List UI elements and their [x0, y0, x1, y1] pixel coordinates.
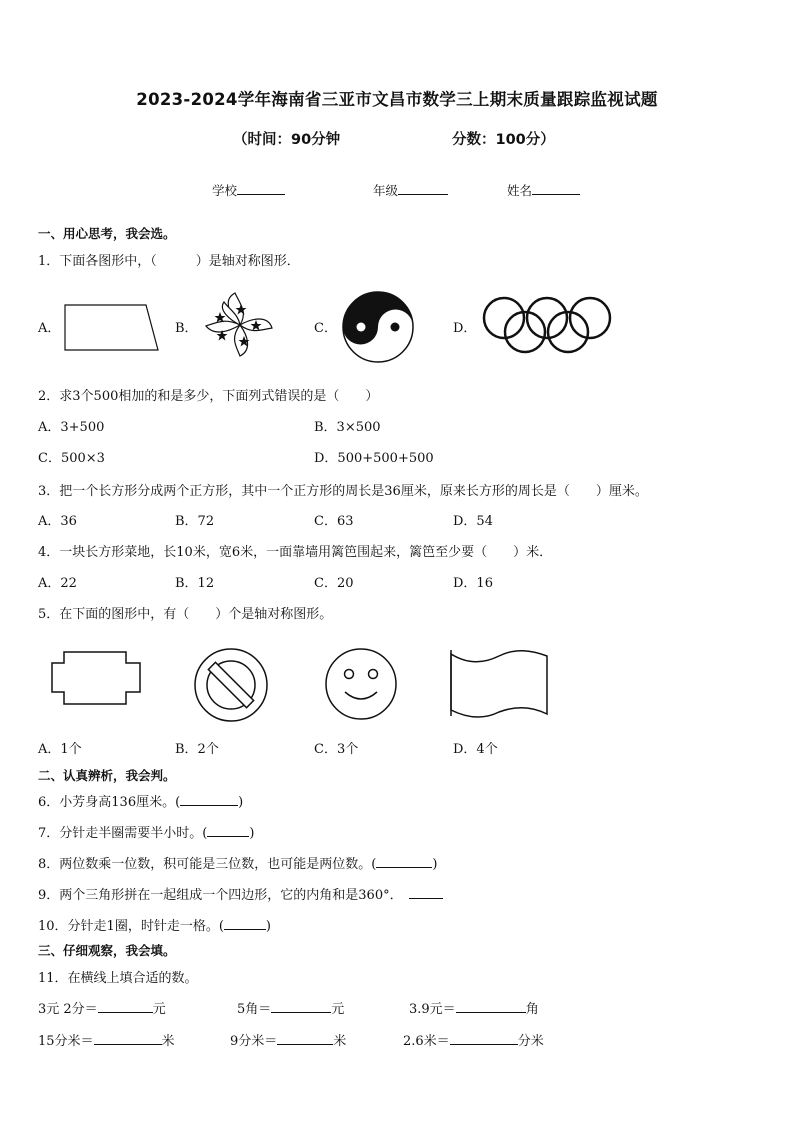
question-10 — [38, 915, 271, 934]
q5-option-c[interactable]: C．3个 — [314, 742, 359, 757]
q4-option-c[interactable]: C．20 — [314, 576, 354, 591]
q1-option-d[interactable]: D． — [453, 321, 477, 336]
olympic-rings-figure — [480, 294, 614, 356]
q11-item-3-prefix: 3.9元＝ — [409, 1002, 456, 1017]
question-8-close: ) — [432, 857, 438, 872]
q11-item-4 — [38, 1030, 175, 1049]
school-field — [212, 181, 285, 199]
q3-option-d[interactable]: D．54 — [453, 514, 493, 529]
school-blank[interactable] — [237, 182, 285, 195]
q11-item-1-blank[interactable] — [98, 1000, 153, 1013]
q11-item-3-unit: 角 — [525, 1002, 539, 1017]
section-3-heading: 三、仔细观察，我会填。 — [38, 943, 176, 958]
q11-item-3 — [409, 998, 539, 1017]
question-8-answer-blank[interactable] — [376, 855, 432, 868]
question-6 — [38, 791, 243, 810]
no-sign-figure — [192, 646, 270, 724]
q5-option-d[interactable]: D．4个 — [453, 742, 498, 757]
question-3-stem: 3．把一个长方形分成两个正方形，其中一个正方形的周长是36厘米，原来长方形的周长是（ ）厘米。 — [38, 484, 648, 499]
grade-blank[interactable] — [398, 182, 448, 195]
q11-item-3-blank[interactable] — [456, 1000, 526, 1013]
question-10-text: 10．分针走1圈，时针走一格。( — [38, 919, 224, 934]
q11-item-6-unit: 分米 — [517, 1034, 544, 1049]
q11-item-2-prefix: 5角＝ — [237, 1002, 272, 1017]
q1-option-b[interactable]: B． — [175, 321, 198, 336]
q3-option-c[interactable]: C．63 — [314, 514, 354, 529]
question-6-close: ) — [238, 795, 244, 810]
bauhinia-figure — [200, 290, 280, 360]
smiley-face-figure — [323, 646, 399, 722]
yin-yang-figure — [341, 290, 415, 364]
q4-option-a[interactable]: A．22 — [38, 576, 77, 591]
score-label: 分数：100分） — [452, 132, 555, 148]
question-5-stem: 5．在下面的图形中，有（ ）个是轴对称图形。 — [38, 607, 333, 622]
question-6-answer-blank[interactable] — [180, 793, 238, 806]
q11-item-6 — [403, 1030, 544, 1049]
q11-item-4-prefix: 15分米＝ — [38, 1034, 94, 1049]
q2-option-b[interactable]: B．3×500 — [314, 420, 381, 435]
time-label: （时间：90分钟 — [233, 132, 341, 148]
grade-field — [373, 181, 448, 199]
question-9-text: 9．两个三角形拼在一起组成一个四边形，它的内角和是360°． — [38, 888, 403, 903]
q11-item-4-unit: 米 — [161, 1034, 175, 1049]
question-7 — [38, 822, 254, 841]
name-field — [507, 181, 580, 199]
question-7-text: 7．分针走半圈需要半小时。( — [38, 826, 208, 841]
question-7-close: ) — [249, 826, 255, 841]
section-2-heading: 二、认真辨析，我会判。 — [38, 768, 176, 783]
parallelogram-figure — [60, 303, 164, 353]
q11-item-5-unit: 米 — [333, 1034, 347, 1049]
q4-option-b[interactable]: B．12 — [175, 576, 215, 591]
q2-option-a[interactable]: A．3+500 — [38, 420, 105, 435]
question-1-stem: 1．下面各图形中，（ ）是轴对称图形． — [38, 254, 300, 269]
notched-rectangle-figure — [50, 650, 142, 706]
question-9-answer-blank[interactable] — [409, 886, 443, 899]
q1-option-c[interactable]: C． — [314, 321, 337, 336]
q11-item-2-unit: 元 — [331, 1002, 345, 1017]
q11-item-2 — [237, 998, 344, 1017]
q5-option-a[interactable]: A．1个 — [38, 742, 82, 757]
section-1-heading: 一、用心思考，我会选。 — [38, 226, 176, 241]
q11-item-1 — [38, 998, 166, 1017]
q11-item-5 — [230, 1030, 346, 1049]
q2-option-d[interactable]: D．500+500+500 — [314, 451, 434, 466]
q11-item-5-blank[interactable] — [277, 1032, 333, 1045]
q11-item-4-blank[interactable] — [94, 1032, 162, 1045]
q11-item-1-prefix: 3元 2分＝ — [38, 1002, 98, 1017]
q5-option-b[interactable]: B．2个 — [175, 742, 219, 757]
question-10-close: ) — [265, 919, 271, 934]
q1-option-a[interactable]: A． — [38, 321, 61, 336]
grade-label: 年级 — [373, 183, 399, 198]
q11-item-6-prefix: 2.6米＝ — [403, 1034, 450, 1049]
wavy-flag-figure — [447, 648, 553, 722]
name-blank[interactable] — [532, 182, 580, 195]
question-8 — [38, 853, 437, 872]
question-8-text: 8．两位数乘一位数，积可能是三位数，也可能是两位数。( — [38, 857, 377, 872]
question-11-stem: 11．在横线上填合适的数。 — [38, 971, 198, 986]
question-10-answer-blank[interactable] — [224, 917, 266, 930]
q11-item-2-blank[interactable] — [271, 1000, 331, 1013]
question-9 — [38, 884, 443, 903]
q3-option-b[interactable]: B．72 — [175, 514, 215, 529]
q11-item-1-unit: 元 — [152, 1002, 166, 1017]
question-2-stem: 2．求3个500相加的和是多少，下面列式错误的是（ ） — [38, 389, 379, 404]
name-label: 姓名 — [507, 183, 533, 198]
q11-item-6-blank[interactable] — [450, 1032, 518, 1045]
q4-option-d[interactable]: D．16 — [453, 576, 493, 591]
school-label: 学校 — [212, 183, 238, 198]
q11-item-5-prefix: 9分米＝ — [230, 1034, 278, 1049]
q3-option-a[interactable]: A．36 — [38, 514, 77, 529]
question-7-answer-blank[interactable] — [207, 824, 249, 837]
question-6-text: 6．小芳身高136厘米。( — [38, 795, 181, 810]
question-4-stem: 4．一块长方形菜地，长10米，宽6米，一面靠墙用篱笆围起来，篱笆至少要（ ）米． — [38, 545, 553, 560]
exam-title: 2023-2024学年海南省三亚市文昌市数学三上期末质量跟踪监视试题 — [136, 90, 658, 109]
q2-option-c[interactable]: C．500×3 — [38, 451, 105, 466]
